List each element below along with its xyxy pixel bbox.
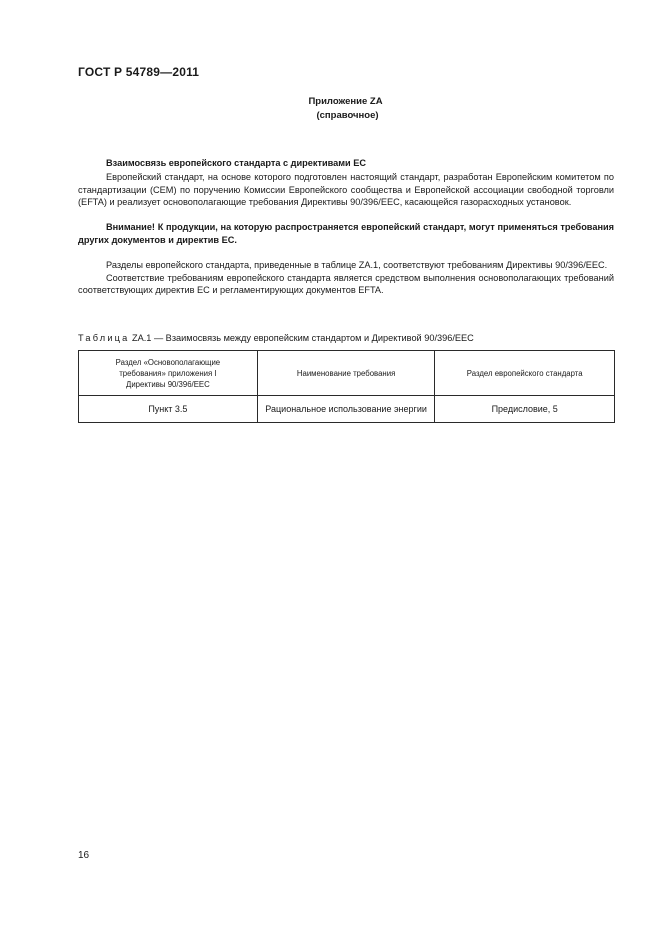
- appendix-title: Приложение ZA: [308, 96, 383, 107]
- table-caption-prefix: Таблица: [78, 333, 130, 343]
- table-caption: [78, 333, 474, 343]
- cell-requirement: Рациональное использование энергии: [257, 396, 435, 423]
- appendix-subtitle: (справочное): [316, 110, 379, 121]
- paragraph-3: Соответствие требованиям европейского стандарта является средством выполнения основополагающих требований соответствующих директив ЕС и регламентирующих документов EFTA.: [78, 272, 614, 296]
- header-requirement-name: Наименование требования: [257, 351, 435, 396]
- document-code: ГОСТ Р 54789—2011: [78, 65, 200, 79]
- header-directive-section: Раздел «Основополагающие требования» приложения I Директивы 90/396/EEC: [79, 351, 258, 396]
- cell-directive-clause: Пункт 3.5: [79, 396, 258, 423]
- table-caption-text: ZA.1 — Взаимосвязь между европейским стандартом и Директивой 90/396/EEC: [129, 333, 474, 343]
- section-heading: Взаимосвязь европейского стандарта с директивами ЕС: [106, 158, 366, 168]
- cell-standard-section: Предисловие, 5: [435, 396, 615, 423]
- table-header-row: [79, 351, 615, 396]
- paragraph-1: Европейский стандарт, на основе которого подготовлен настоящий стандарт, разработан Европейским комитетом по стандартизации (CEM) по поручению Комиссии Европейского сообщества и Европейской ассоциации свободной торговли (EFTA) и реализует основополагающие требования Директивы 90/396/EEC, касающейся газорасходных установок.: [78, 171, 614, 208]
- appendix-heading: [0, 95, 661, 123]
- body-text: [78, 157, 614, 297]
- page-number: 16: [78, 850, 90, 861]
- header-standard-section: Раздел европейского стандарта: [435, 351, 615, 396]
- warning-paragraph: Внимание! К продукции, на которую распространяется европейский стандарт, могут применяться требования других документов и директив ЕС.: [78, 222, 614, 245]
- paragraph-2: Разделы европейского стандарта, приведенные в таблице ZA.1, соответствуют требованиям Директивы 90/396/EEC.: [106, 259, 608, 270]
- correspondence-table: [78, 350, 615, 423]
- table-row: [79, 396, 615, 423]
